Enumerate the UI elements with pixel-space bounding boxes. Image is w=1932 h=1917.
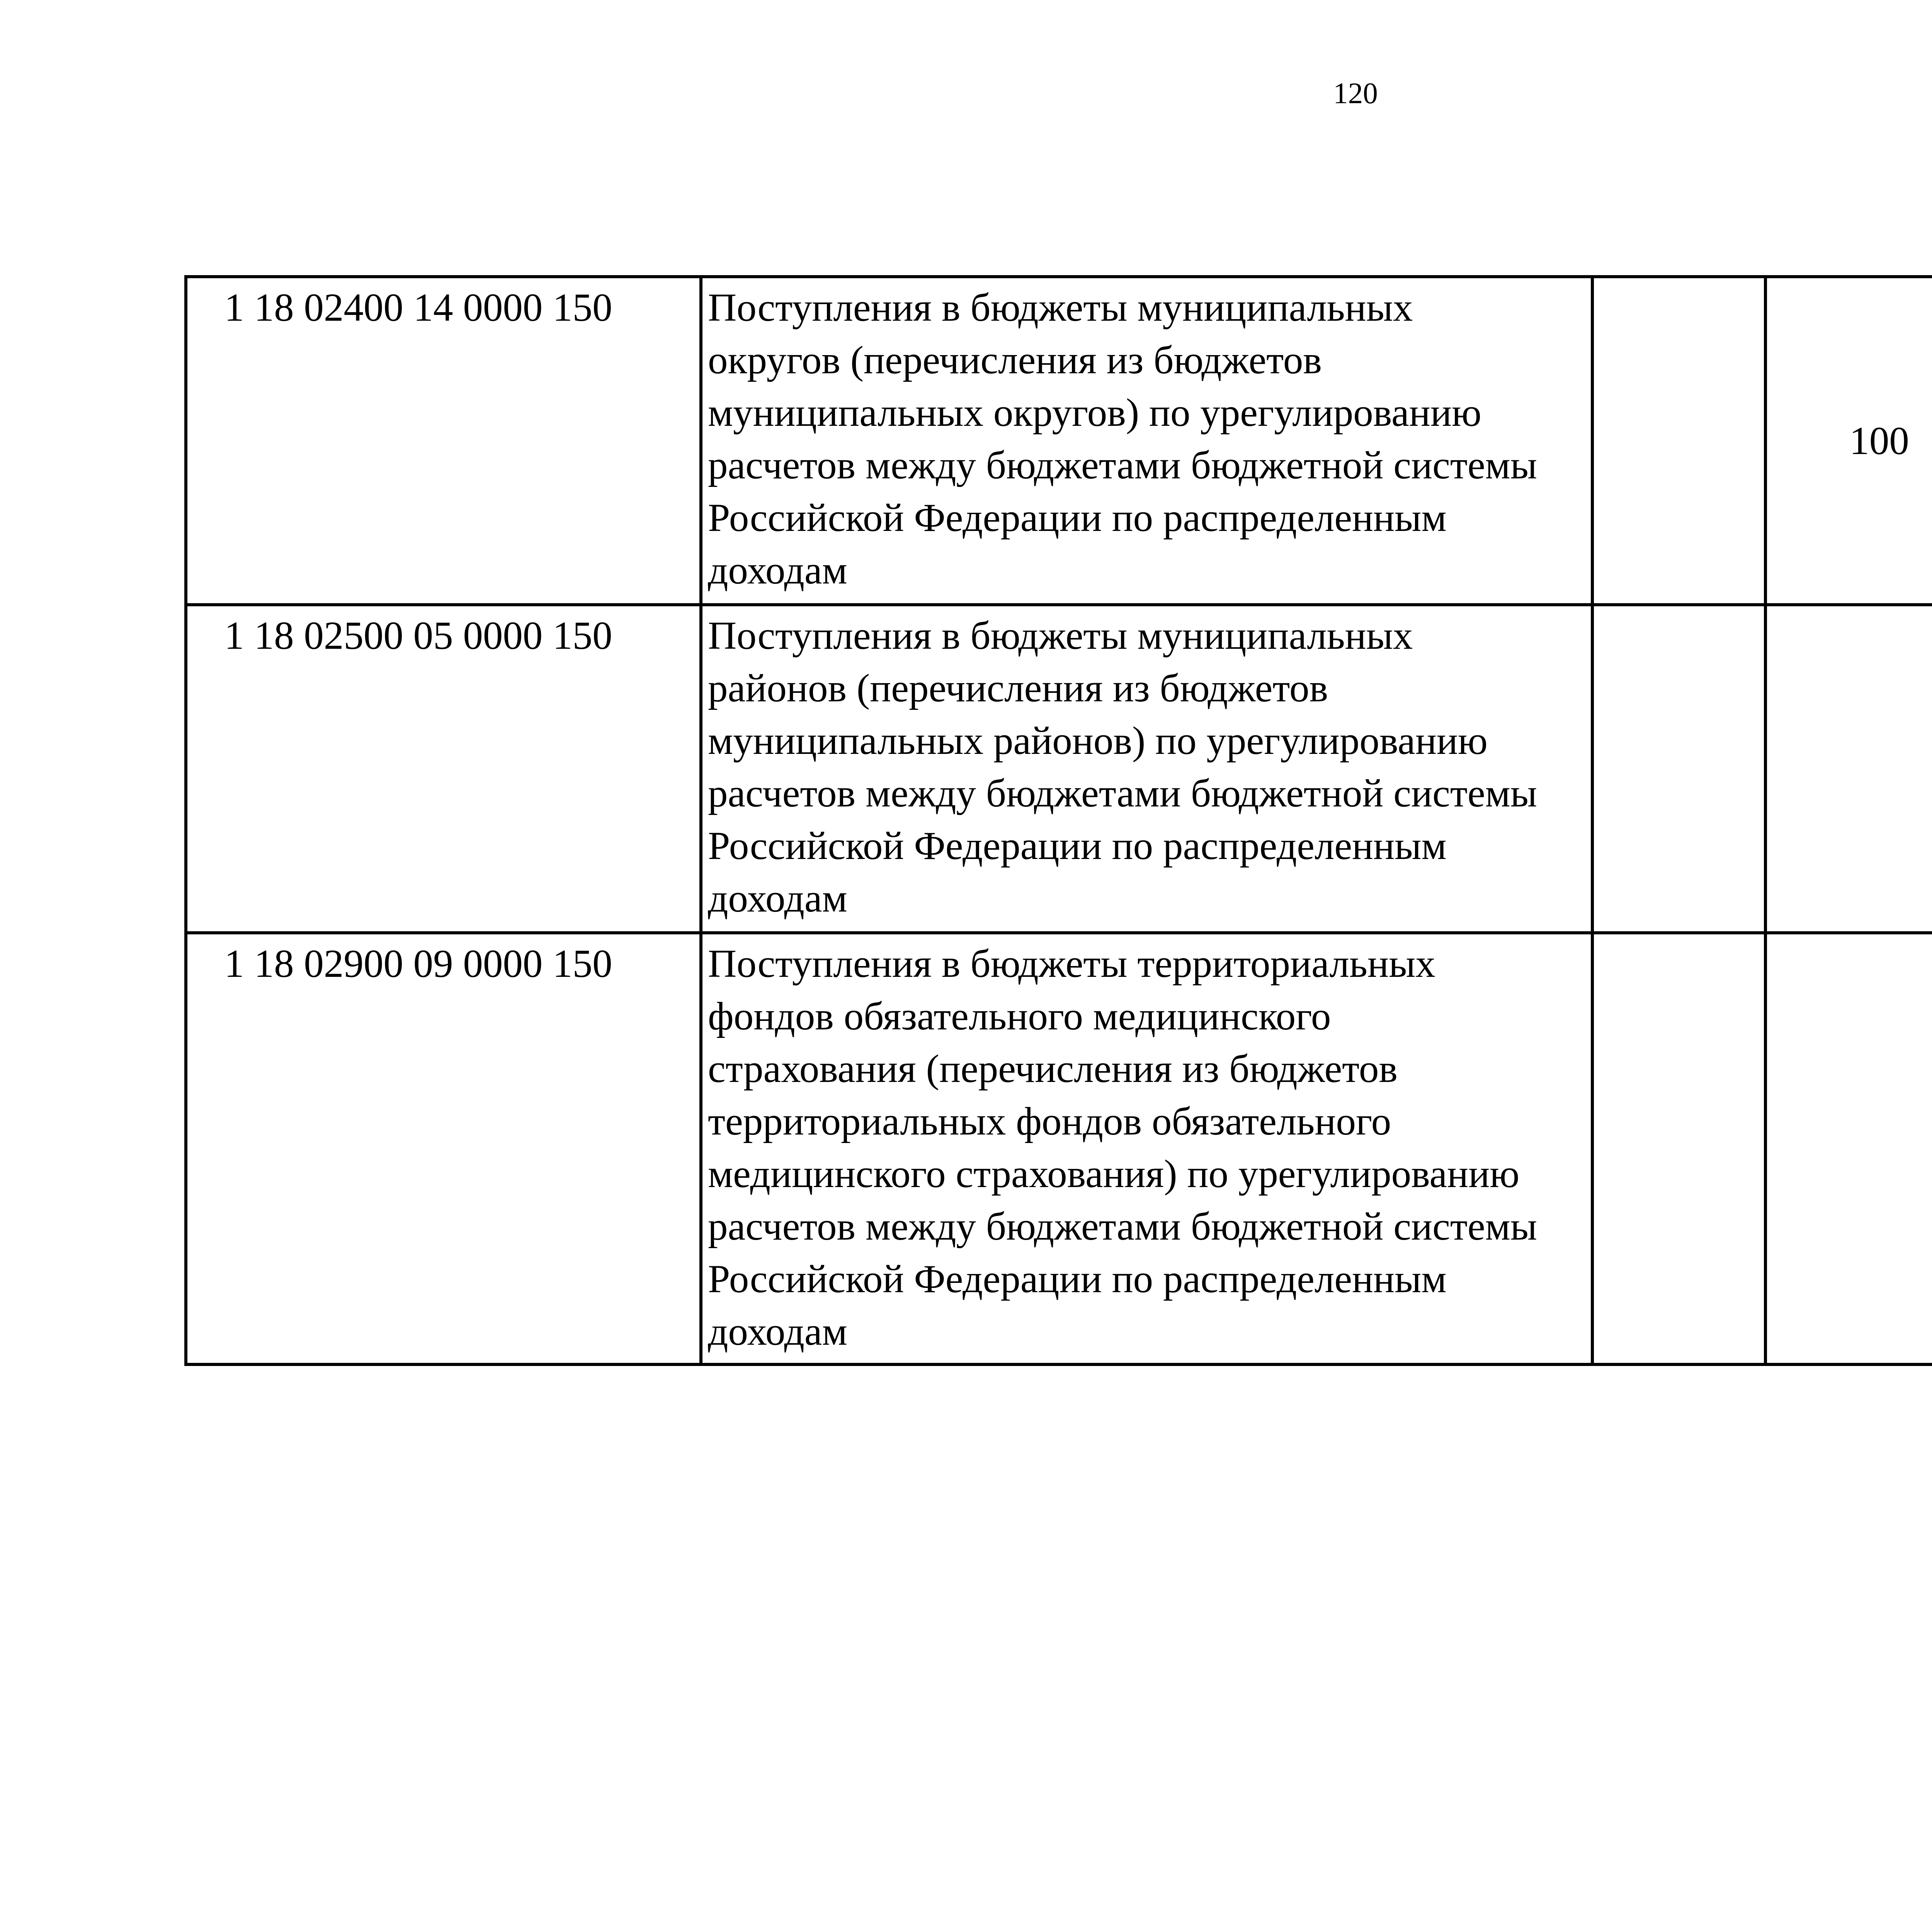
description-line: медицинского страхования) по урегулированию bbox=[708, 1152, 1520, 1196]
description-line: муниципальных районов) по урегулированию bbox=[708, 719, 1488, 763]
description-line: Поступления в бюджеты муниципальных bbox=[708, 614, 1413, 658]
description-line: расчетов между бюджетами бюджетной системы bbox=[708, 1204, 1537, 1249]
description-line: Российской Федерации по распределенным bbox=[708, 1257, 1447, 1301]
description-line: округов (перечисления из бюджетов bbox=[708, 338, 1322, 382]
description-line: доходам bbox=[708, 548, 847, 592]
description-line: фондов обязательного медицинского bbox=[708, 994, 1331, 1038]
description-line: Поступления в бюджеты муниципальных bbox=[708, 286, 1413, 330]
table-row bbox=[186, 277, 1932, 605]
budget-code-cell: 1 18 02900 09 0000 150 bbox=[186, 933, 701, 1364]
value-cell: 100 bbox=[1765, 277, 1932, 605]
budget-revenue-table bbox=[184, 275, 1932, 1366]
description-line: доходам bbox=[708, 1310, 847, 1354]
page-number: 120 bbox=[1333, 77, 1378, 110]
description-line: доходам bbox=[708, 876, 847, 920]
description-line: муниципальных округов) по урегулированию bbox=[708, 391, 1481, 435]
description-line: страхования (перечисления из бюджетов bbox=[708, 1047, 1398, 1091]
value-cell bbox=[1765, 605, 1932, 933]
value-cell bbox=[1765, 933, 1932, 1364]
description-line: расчетов между бюджетами бюджетной системы bbox=[708, 443, 1537, 487]
value-cell bbox=[1592, 277, 1765, 605]
value-cell bbox=[1592, 605, 1765, 933]
table-row bbox=[186, 605, 1932, 933]
description-line: расчетов между бюджетами бюджетной системы bbox=[708, 771, 1537, 815]
description-line: Российской Федерации по распределенным bbox=[708, 824, 1447, 868]
table-row bbox=[186, 933, 1932, 1364]
description-line: территориальных фондов обязательного bbox=[708, 1099, 1391, 1143]
description-cell bbox=[701, 933, 1592, 1364]
description-line: Поступления в бюджеты территориальных bbox=[708, 942, 1435, 986]
description-cell bbox=[701, 605, 1592, 933]
description-cell bbox=[701, 277, 1592, 605]
budget-code-cell: 1 18 02500 05 0000 150 bbox=[186, 605, 701, 933]
value-cell bbox=[1592, 933, 1765, 1364]
description-line: Российской Федерации по распределенным bbox=[708, 496, 1447, 540]
description-line: районов (перечисления из бюджетов bbox=[708, 666, 1328, 710]
budget-code-cell: 1 18 02400 14 0000 150 bbox=[186, 277, 701, 605]
